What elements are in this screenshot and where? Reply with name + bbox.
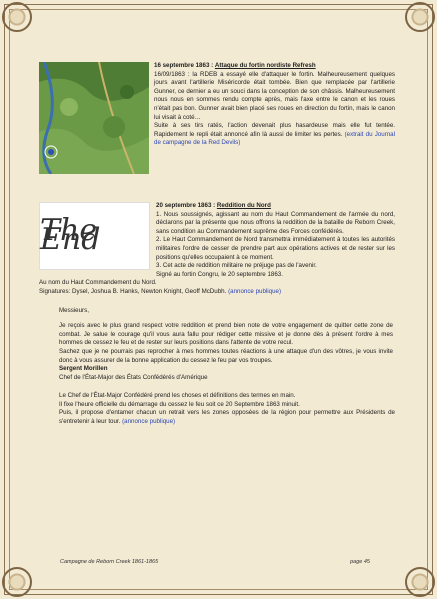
the-end-image: [39, 202, 150, 270]
greeting: Messieurs,: [59, 306, 89, 314]
signature-name: Sergent Morillen: [59, 365, 108, 373]
the-end-text: The End: [40, 213, 101, 257]
page-content: [39, 62, 395, 427]
footer-campaign: Campagne de Reborn Creek 1861-1865: [60, 559, 159, 565]
paragraph: Le Chef de l'État-Major Confédéré prend les choses et définitions des termes en main.: [59, 392, 296, 400]
paragraph: Au nom du Haut Commandement du Nord.: [39, 279, 157, 287]
corner-ornament: [2, 567, 32, 597]
source-link[interactable]: (annonce publique): [122, 418, 176, 426]
paragraph: Sachez que je ne pourrais pas reprocher à mes hommes toutes réactions à une attaque d'un des vôtres, je vous invite donc à vous assurer de la bonne application du cessez le feu par vos troupes.: [59, 347, 393, 364]
page-number: page 45: [350, 559, 370, 565]
corner-ornament: [2, 2, 32, 32]
corner-ornament: [405, 2, 435, 32]
section-date: 20 septembre 1863 :: [156, 202, 216, 209]
section-title: Reddition du Nord: [216, 202, 271, 209]
source-link[interactable]: (annonce publique): [228, 287, 282, 295]
paragraph: Puis, il propose d'entamer chacun un retrait vers les zones opposées de la région pour permettre aux Présidents de s'entretenir à leur tour.: [59, 409, 395, 426]
section-title: Attaque du fortin nordiste Refresh: [214, 62, 316, 69]
paragraph: 16/09/1863 : la RDEB a essayé elle d'attaquer le fortin. Malheureusement quelques jours avant l'artillerie Miséricorde était tombée. Bien que remplacée par l'artillerie Gunner, ce dernier a eu un souci dans la conception de son châssis. Malheureusement nous nous en sommes rendu compte après, mais l'axe entre le canon et les roues n'était pas bon. Gunner avait bien placé ses roues en direction du fortin, mais le canon lui visait à coté…: [154, 70, 395, 121]
paragraph: Signé au fortin Congru, le 20 septembre 1863.: [156, 270, 283, 278]
signature-title: Chef de l'État-Major des États Confédérés d'Amérique: [59, 373, 208, 381]
section-surrender: [39, 202, 395, 297]
paragraph: 2. Le Haut Commandement de Nord transmettra immédiatement à toutes les autorités militaires l'ordre de cesser de prendre part aux opérations actives et de rester sur les positions qu'elles occupaient à ce moment.: [156, 236, 395, 261]
paragraph: Signatures: Dysel, Joshua B. Hanks, Newton Knight, Geoff McDubh.: [39, 287, 227, 295]
source-link[interactable]: (extrait du Journal de campagne de la Red Devils): [154, 130, 395, 147]
section-date: 16 septembre 1863 :: [154, 62, 214, 69]
paragraph: Je reçois avec le plus grand respect votre reddition et prend bien note de votre engagement de quitter cette zone de combat. Je salue le courage qu'il vous aura fallu pour rédiger cette missive et je donne dès à présent l'ordre à mes hommes de cessez le feu et de rester sur leurs positions dans l'attente de votre recul.: [59, 322, 393, 347]
paragraph: Suite à ses tirs ratés, l'action devenait plus hasardeuse mais elle fut tentée. Rapidement le repli était annoncé afin là aussi de limiter les pertes.: [154, 122, 395, 138]
paragraph: 1. Nous soussignés, agissant au nom du Haut Commandement de l'armée du nord, déclarons par la présente que nous offrons la reddition de la bataille de Reborn Creek, sans condition au Commandement suprême des Forces confédérés.: [156, 210, 395, 235]
paragraph: 3. Cet acte de reddition militaire ne préjuge pas de l'avenir.: [156, 262, 317, 270]
section-reply: [39, 307, 395, 383]
paragraph: Il fixe l'heure officielle du démarrage du cessez le feu soit ce 20 Septembre 1863 minuit.: [59, 400, 300, 408]
section-ceasefire: [39, 392, 395, 426]
corner-ornament: [405, 567, 435, 597]
battle-map-image: [39, 62, 149, 174]
section-attack: [39, 62, 395, 176]
page-footer: [60, 559, 370, 565]
